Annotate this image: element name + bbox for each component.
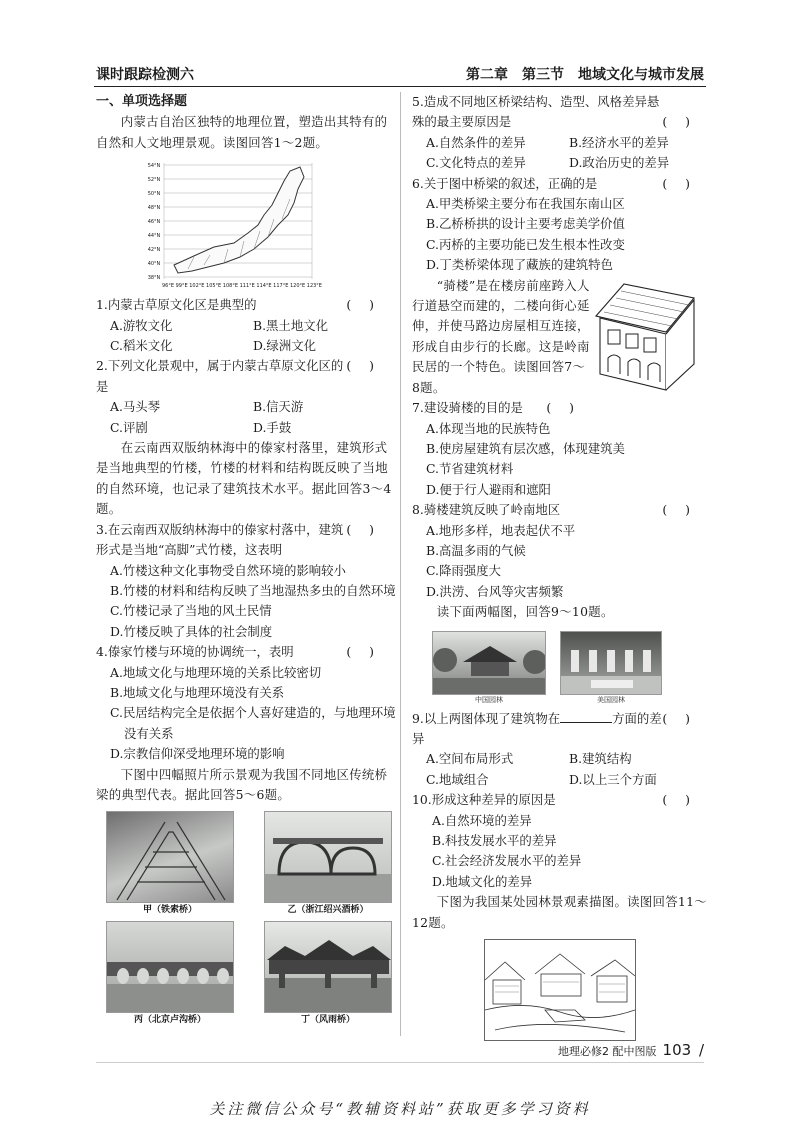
intro-5: 读下面两幅图，回答9～10题。 — [436, 604, 614, 620]
bottom-note: 关注微信公众号“教辅资料站”获取更多学习资料 — [209, 1100, 591, 1118]
header-right: 第二章 第三节 地域文化与城市发展 — [466, 67, 704, 83]
option-8b: B.高温多雨的气候 — [426, 542, 526, 558]
option-7d: D.便于行人避雨和遮阳 — [426, 481, 551, 497]
map-lat-label: 50°N — [147, 191, 161, 198]
option-3c: C.竹楼记录了当地的风土民情 — [110, 603, 272, 619]
option-7c: C.节省建筑材料 — [426, 461, 514, 477]
option-3b: B.竹楼的材料和结构反映了当地湿热多虫的自然环境 — [110, 582, 396, 598]
footer-label: 地理必修2 配中图版 — [558, 1045, 657, 1058]
american-garden-photo — [560, 631, 662, 695]
option-10b: B.科技发展水平的差异 — [432, 833, 557, 848]
inner-mongolia-map — [144, 159, 322, 291]
options-1: A.游牧文化 B.黑土地文化 C.稻米文化 D.绿洲文化 — [110, 317, 328, 354]
intro-4: “骑楼”是在楼房前座跨入人行道悬空而建的，二楼向街心延伸，并使马路边房屋相互连接，形成自由步行的长廊。这是岭南民居的一个特色。读图回答7～8题。 — [412, 277, 590, 395]
option-6c: C.丙桥的主要功能已发生根本性改变 — [426, 236, 625, 252]
option-7b: B.使房屋建筑有层次感，体现建筑美 — [426, 440, 625, 456]
answer-blank[interactable] — [560, 709, 612, 723]
option-4a: A.地域文化与地理环境的关系比较密切 — [110, 664, 322, 680]
bridge-photo-bing — [106, 921, 234, 1013]
bridge-photo-ding — [264, 921, 392, 1013]
section-title: 一、单项选择题 — [96, 94, 188, 109]
header-left: 课时跟踪检测六 — [96, 67, 194, 83]
option-4c: C.民居结构完全是依据个人喜好建造的，与地理环境没有关系 — [110, 705, 396, 741]
question-1: 1.内蒙古草原文化区是典型的 () — [96, 297, 392, 313]
column-divider — [400, 92, 401, 1036]
garden-sketch — [484, 939, 636, 1041]
qilou-drawing — [590, 278, 708, 396]
american-garden-caption: 美国园林 — [597, 695, 625, 704]
intro-2: 在云南西双版纳林海中的傣家村落里，建筑形式是当地典型的竹楼，竹楼的材料和结构既反映了当地的自然环境，也记录了建筑技术水平。据此回答3～4题。 — [96, 440, 392, 517]
map-lat-label: 54°N — [147, 163, 161, 170]
question-5: 5.造成不同地区桥梁结构、造型、风格差异悬殊的最主要原因是 () — [412, 94, 708, 130]
map-lon-labels: 96°E 99°E 102°E 105°E 108°E 111°E 114°E 117°E 120°E 123°E — [162, 283, 322, 290]
option-8c: C.降雨强度大 — [426, 563, 501, 579]
map-lat-label: 42°N — [147, 247, 161, 254]
intro-1: 内蒙古自治区独特的地理位置，塑造出其特有的自然和人文地理景观。读图回答1～2题。 — [96, 114, 388, 150]
option-8a: A.地形多样，地表起伏不平 — [426, 522, 576, 538]
bridge-caption-ding: 丁（风雨桥） — [300, 1015, 355, 1026]
options-9: A.空间布局形式 B.建筑结构 C.地域组合 D.以上三个方面 — [426, 751, 657, 787]
question-7: 7.建设骑楼的目的是 () — [412, 400, 592, 416]
map-lat-label: 46°N — [147, 219, 161, 226]
bridge-caption-yi: 乙（浙江绍兴酒桥） — [287, 905, 369, 916]
option-10d: D.地域文化的差异 — [432, 873, 533, 889]
option-6b: B.乙桥桥拱的设计主要考虑美学价值 — [426, 216, 625, 232]
bridge-photos — [106, 811, 396, 1027]
option-3d: D.竹楼反映了具体的社会制度 — [110, 623, 273, 639]
option-4b: B.地域文化与地理环境没有关系 — [110, 684, 285, 700]
option-7a: A.体现当地的民族特色 — [426, 420, 551, 436]
option-8d: D.洪涝、台风等灾害频繁 — [426, 583, 564, 599]
map-lat-label: 38°N — [147, 275, 161, 282]
chinese-garden-photo — [432, 631, 546, 695]
map-lat-label: 52°N — [147, 177, 161, 184]
option-6d: D.丁类桥梁体现了藏族的建筑特色 — [426, 257, 613, 273]
page-footer: 地理必修2 配中图版 103 / — [558, 1041, 704, 1059]
map-lat-label: 40°N — [147, 261, 161, 268]
intro-6: 下图为我国某处园林景观素描图。读图回答11～12题。 — [412, 894, 707, 930]
question-9: 9.以上两图体现了建筑物在 方面的差异 () — [412, 710, 708, 746]
options-2: A.马头琴 B.信天游 C.评剧 D.手鼓 — [110, 399, 304, 435]
left-column — [96, 92, 396, 1027]
option-10c: C.社会经济发展水平的差异 — [432, 853, 582, 869]
intro-3: 下图中四幅照片所示景观为我国不同地区传统桥梁的典型代表。据此回答5～6题。 — [96, 766, 388, 802]
map-lat-label: 44°N — [147, 233, 161, 240]
option-4d: D.宗教信仰深受地理环境的影响 — [110, 746, 285, 762]
bridge-photo-yi — [264, 811, 392, 903]
option-6a: A.甲类桥梁主要分布在我国东南山区 — [426, 196, 625, 212]
footer-rule — [96, 1062, 704, 1063]
question-2: 2.下列文化景观中，属于内蒙古草原文化区的是 () — [96, 358, 392, 394]
question-10: 10.形成这种差异的原因是 () — [412, 792, 708, 808]
bridge-caption-bing: 丙（北京卢沟桥） — [133, 1015, 206, 1026]
option-3a: A.竹楼这种文化事物受自然环境的影响较小 — [110, 562, 346, 578]
page-number: 103 — [662, 1041, 692, 1059]
chinese-garden-caption: 中国园林 — [475, 695, 503, 704]
option-10a: A.自然环境的差异 — [432, 812, 532, 828]
question-6: 6.关于图中桥梁的叙述，正确的是 () — [412, 175, 708, 191]
header-rule — [94, 86, 706, 87]
bridge-photo-jia — [106, 811, 234, 903]
garden-photos — [432, 631, 712, 705]
question-3: 3.在云南西双版纳林海中的傣家村落中，建筑形式是当地“高脚”式竹楼，这表明 () — [96, 521, 392, 558]
question-8: 8.骑楼建筑反映了岭南地区 () — [412, 502, 708, 518]
map-lat-label: 48°N — [147, 205, 161, 212]
qilou-block — [412, 276, 712, 398]
bridge-caption-jia: 甲（铁索桥） — [142, 905, 197, 916]
question-4: 4.傣家竹楼与环境的协调统一，表明 () — [96, 644, 392, 660]
options-5: A.自然条件的差异 B.经济水平的差异 C.文化特点的差异 D.政治历史的差异 — [426, 134, 670, 171]
right-column — [412, 92, 712, 1041]
